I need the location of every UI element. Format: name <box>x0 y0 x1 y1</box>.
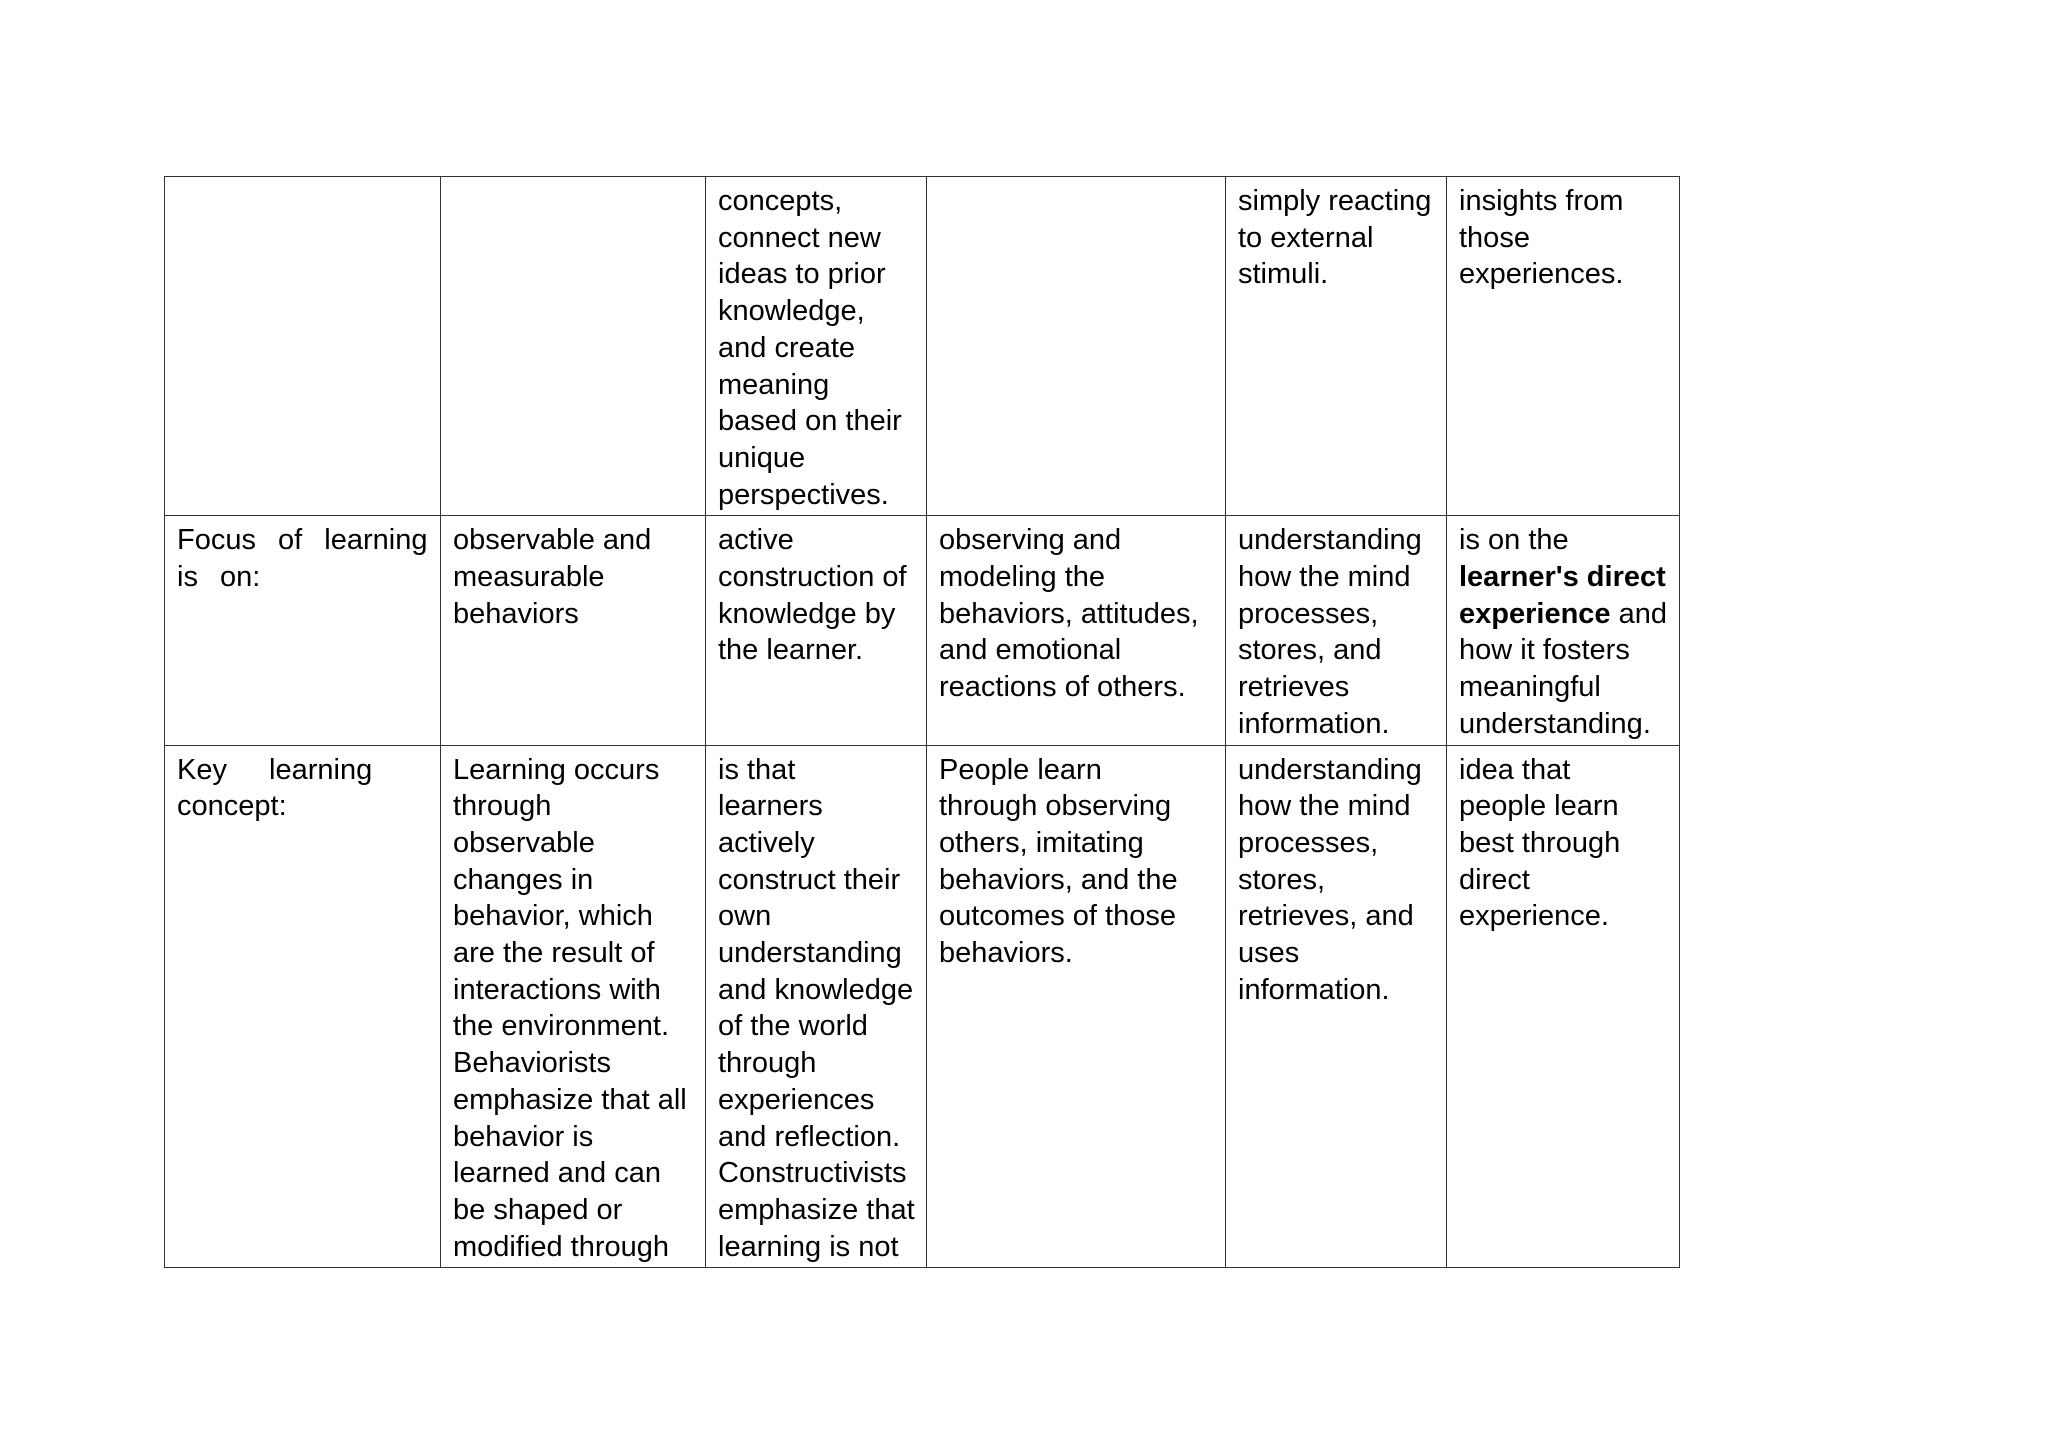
cell-text-suffix: and how it fosters meaningful understanding. <box>1459 597 1667 740</box>
table-cell <box>927 177 1226 516</box>
table-row <box>165 177 1680 516</box>
table-cell: active construction of knowledge by the learner. <box>706 516 927 745</box>
table-cell-rich <box>1447 516 1680 745</box>
table-row <box>165 516 1680 745</box>
table-cell: is that learners actively construct their own understanding and knowledge of the world through experiences and reflection. Constructivists emphasize that learning is not <box>706 745 927 1268</box>
table-cell: People learn through observing others, imitating behaviors, and the outcomes of those behaviors. <box>927 745 1226 1268</box>
table-cell: simply reacting to external stimuli. <box>1226 177 1447 516</box>
row-header-key-concept: Key learning concept: <box>165 745 441 1268</box>
table-cell: understanding how the mind processes, stores, and retrieves information. <box>1226 516 1447 745</box>
table-cell: observing and modeling the behaviors, attitudes, and emotional reactions of others. <box>927 516 1226 745</box>
comparison-table <box>164 176 1680 1268</box>
table-cell: understanding how the mind processes, stores, retrieves, and uses information. <box>1226 745 1447 1268</box>
table-cell: concepts, connect new ideas to prior knowledge, and create meaning based on their unique perspectives. <box>706 177 927 516</box>
table-cell <box>165 177 441 516</box>
table-row <box>165 745 1680 1268</box>
row-header-focus: Focus of learning is on: <box>165 516 441 745</box>
table-cell <box>441 177 706 516</box>
table-cell: idea that people learn best through direct experience. <box>1447 745 1680 1268</box>
cell-text-prefix: is on the <box>1459 524 1569 557</box>
table-cell: Learning occurs through observable changes in behavior, which are the result of interactions with the environment. Behaviorists emphasize that all behavior is learned and can be shaped or modified through <box>441 745 706 1268</box>
table-cell: observable and measurable behaviors <box>441 516 706 745</box>
cell-text-bold: learner's direct experience <box>1459 561 1666 630</box>
table-cell: insights from those experiences. <box>1447 177 1680 516</box>
